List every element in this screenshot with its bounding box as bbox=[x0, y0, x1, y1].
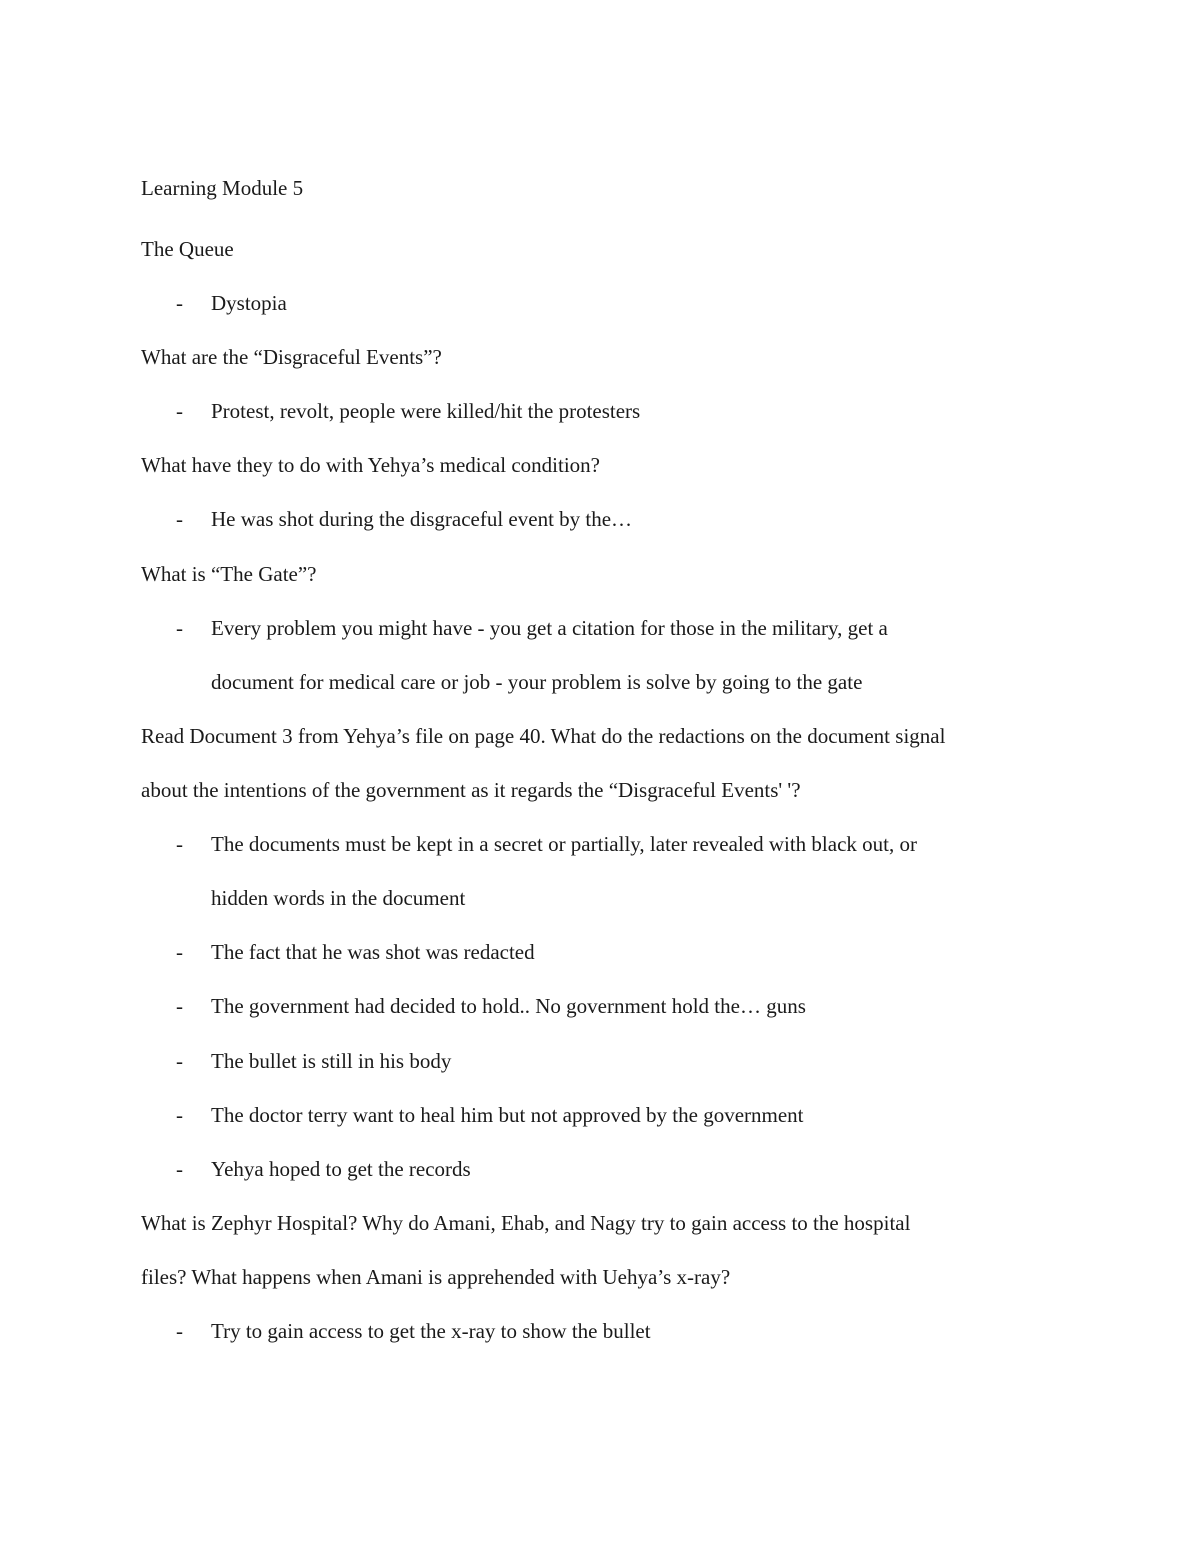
list-item-text: The doctor terry want to heal him but not approved by the government bbox=[211, 1103, 804, 1127]
question-text: What have they to do with Yehya’s medical condition? bbox=[141, 453, 600, 477]
dash-marker: - bbox=[176, 291, 183, 315]
list-item-continuation: hidden words in the document bbox=[211, 886, 466, 910]
list-item-text: The documents must be kept in a secret or partially, later revealed with black out, or bbox=[211, 832, 917, 856]
dash-marker: - bbox=[176, 507, 183, 531]
list-item-text: The government had decided to hold.. No government hold the… guns bbox=[211, 994, 806, 1018]
dash-marker: - bbox=[176, 1103, 183, 1127]
question-text: What are the “Disgraceful Events”? bbox=[141, 345, 442, 369]
list-item-text: Protest, revolt, people were killed/hit the protesters bbox=[211, 399, 641, 423]
list-item-text: He was shot during the disgraceful event by the… bbox=[211, 507, 633, 531]
question-text: about the intentions of the government as it regards the “Disgraceful Events' '? bbox=[141, 778, 801, 802]
list-item-text: Try to gain access to get the x-ray to show the bullet bbox=[211, 1319, 651, 1343]
list-item-text: Dystopia bbox=[211, 291, 287, 315]
list-item-text: The bullet is still in his body bbox=[211, 1049, 452, 1073]
question-text: files? What happens when Amani is apprehended with Uehya’s x-ray? bbox=[141, 1265, 731, 1289]
dash-marker: - bbox=[176, 1157, 183, 1181]
dash-marker: - bbox=[176, 399, 183, 423]
list-item-continuation: document for medical care or job - your problem is solve by going to the gate bbox=[211, 670, 863, 694]
dash-marker: - bbox=[176, 616, 183, 640]
list-item-text: Yehya hoped to get the records bbox=[211, 1157, 471, 1181]
list-item-text: Every problem you might have - you get a citation for those in the military, get a bbox=[211, 616, 888, 640]
dash-marker: - bbox=[176, 994, 183, 1018]
list-item-text: The fact that he was shot was redacted bbox=[211, 940, 535, 964]
dash-marker: - bbox=[176, 940, 183, 964]
dash-marker: - bbox=[176, 832, 183, 856]
question-text: What is Zephyr Hospital? Why do Amani, Ehab, and Nagy try to gain access to the hospital bbox=[141, 1211, 911, 1235]
question-text: Read Document 3 from Yehya’s file on page 40. What do the redactions on the document signal bbox=[141, 724, 946, 748]
dash-marker: - bbox=[176, 1319, 183, 1343]
question-text: What is “The Gate”? bbox=[141, 562, 317, 586]
document-title: Learning Module 5 bbox=[141, 176, 304, 200]
dash-marker: - bbox=[176, 1049, 183, 1073]
book-title: The Queue bbox=[141, 237, 234, 261]
